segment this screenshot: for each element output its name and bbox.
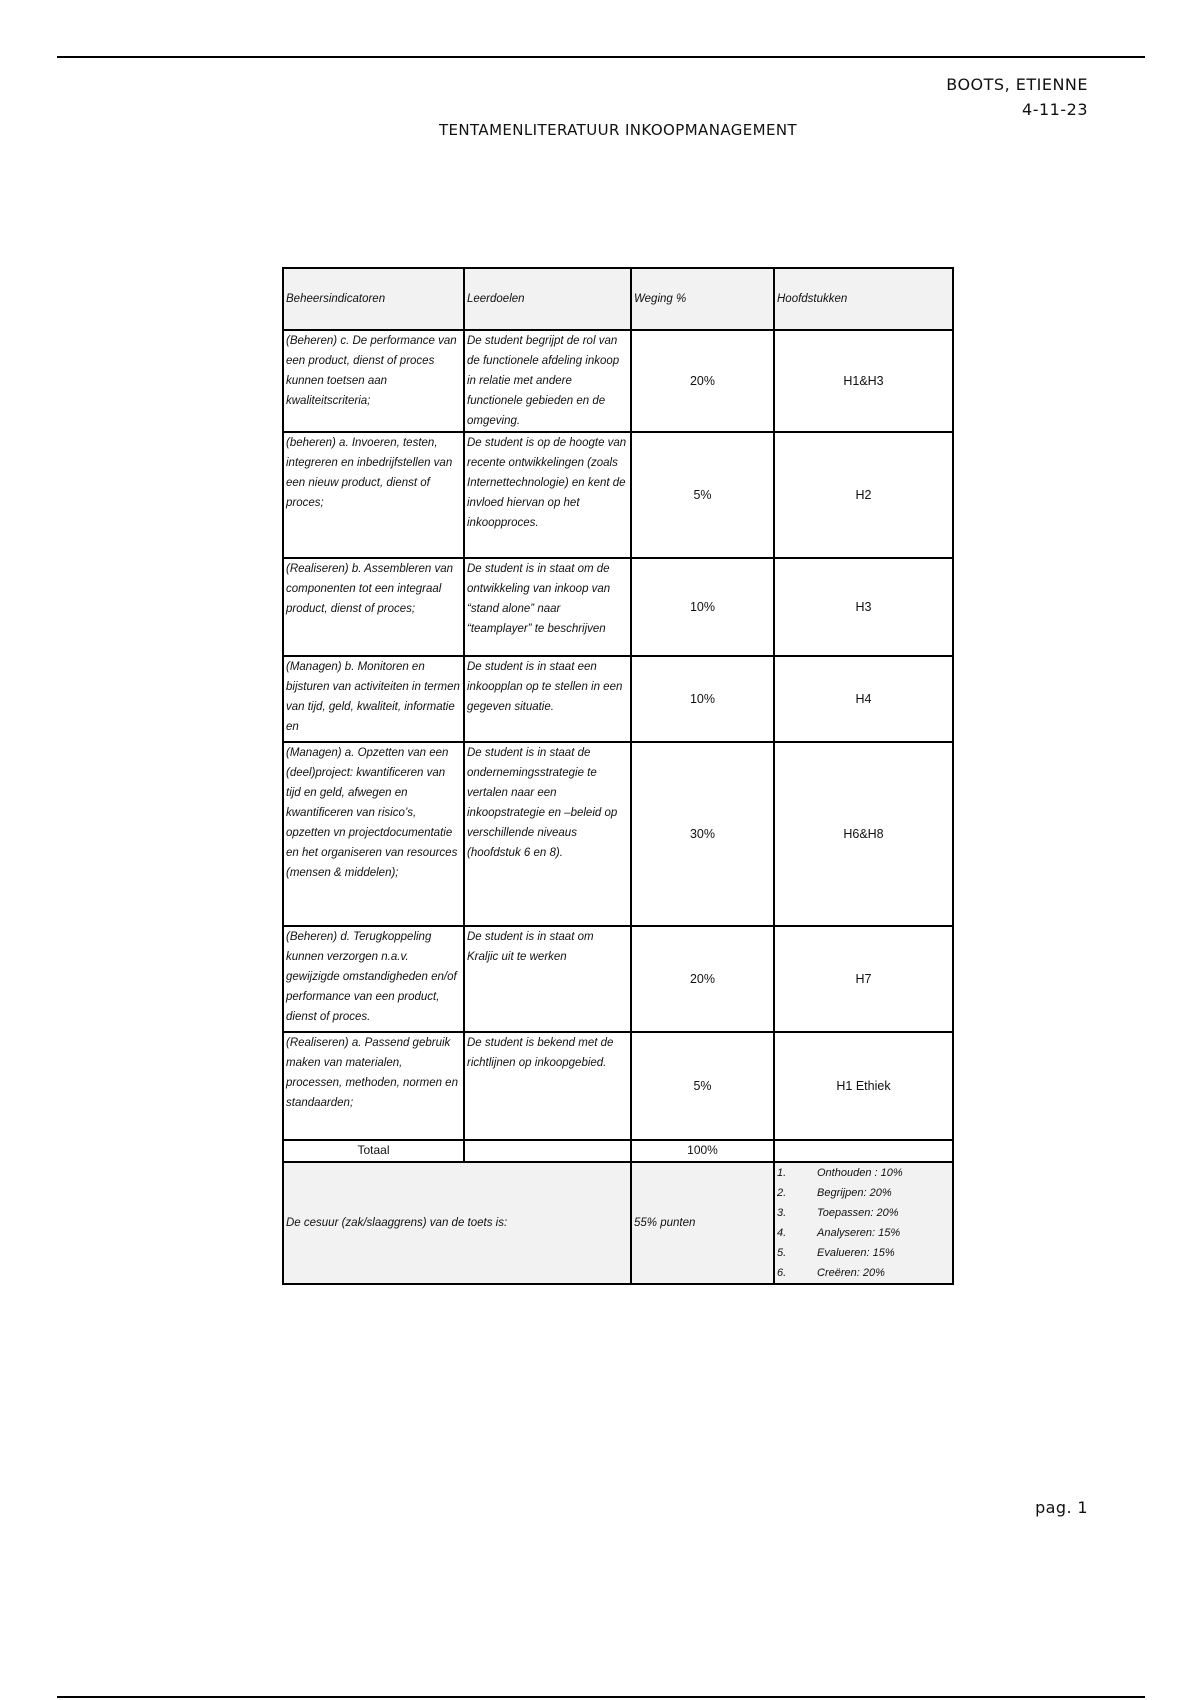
- level-label: Analyseren: 15%: [817, 1227, 901, 1239]
- levels-list: [777, 1163, 950, 1283]
- level-number: 2.: [777, 1187, 787, 1199]
- column-header: Hoofdstukken: [774, 268, 953, 330]
- column-header: Beheersindicatoren: [283, 268, 464, 330]
- total-value: 100%: [631, 1140, 774, 1162]
- goal-cell: De student is bekend met de richtlijnen op inkoopgebied.: [464, 1032, 631, 1140]
- document-date: 4-11-23: [1022, 100, 1088, 119]
- indicator-text: (Managen) b. Monitoren en bijsturen van activiteiten in termen van tijd, geld, kwaliteit, informatie en: [286, 661, 460, 733]
- total-row: [283, 1140, 953, 1162]
- cesuur-value: 55% punten: [631, 1162, 774, 1284]
- goal-cell: De student is in staat een inkoopplan op te stellen in een gegeven situatie.: [464, 656, 631, 742]
- bottom-rule: [57, 1696, 1145, 1698]
- author-name: BOOTS, ETIENNE: [946, 75, 1088, 94]
- level-label: Creëren: 20%: [817, 1267, 885, 1279]
- chapters-cell: H7: [774, 926, 953, 1032]
- list-item: [777, 1263, 950, 1283]
- level-label: Evalueren: 15%: [817, 1247, 895, 1259]
- indicator-cell: [283, 656, 464, 742]
- indicator-cell: (Beheren) c. De performance van een product, dienst of proces kunnen toetsen aan kwaliteitscriteria;: [283, 330, 464, 432]
- header-meta: [946, 72, 1088, 122]
- total-empty-cell: [464, 1140, 631, 1162]
- goal-cell: De student is op de hoogte van recente ontwikkelingen (zoals Internettechnologie) en kent de invloed hiervan op het inkoopproces.: [464, 432, 631, 558]
- list-item: [777, 1243, 950, 1263]
- level-label: Begrijpen: 20%: [817, 1187, 892, 1199]
- chapters-cell: H2: [774, 432, 953, 558]
- level-number: 6.: [777, 1267, 787, 1279]
- chapters-cell: H1 Ethiek: [774, 1032, 953, 1140]
- list-item: [777, 1223, 950, 1243]
- weight-cell: 5%: [631, 432, 774, 558]
- table-row: [283, 742, 953, 926]
- column-header: Leerdoelen: [464, 268, 631, 330]
- chapters-cell: H3: [774, 558, 953, 656]
- weight-cell: 10%: [631, 656, 774, 742]
- table-row: [283, 432, 953, 558]
- top-rule: [57, 56, 1145, 58]
- table-row: [283, 558, 953, 656]
- goal-cell: De student is in staat om Kraljic uit te werken: [464, 926, 631, 1032]
- cesuur-row: [283, 1162, 953, 1284]
- indicator-cell: (Beheren) d. Terugkoppeling kunnen verzorgen n.a.v. gewijzigde omstandigheden en/of performance van een product, dienst of proces.: [283, 926, 464, 1032]
- levels-cell: [774, 1162, 953, 1284]
- list-item: [777, 1183, 950, 1203]
- goal-cell: De student is in staat om de ontwikkeling van inkoop van “stand alone” naar “teamplayer” te beschrijven: [464, 558, 631, 656]
- goal-cell: De student is in staat de ondernemingsstrategie te vertalen naar een inkoopstrategie en –beleid op verschillende niveaus (hoofdstuk 6 en 8).: [464, 742, 631, 926]
- list-item: [777, 1203, 950, 1223]
- weight-cell: 20%: [631, 926, 774, 1032]
- level-number: 5.: [777, 1247, 787, 1259]
- chapters-cell: H6&H8: [774, 742, 953, 926]
- indicator-cell: (Realiseren) b. Assembleren van componenten tot een integraal product, dienst of proces;: [283, 558, 464, 656]
- table-header-row: [283, 268, 953, 330]
- indicator-cell: (Realiseren) a. Passend gebruik maken van materialen, processen, methoden, normen en standaarden;: [283, 1032, 464, 1140]
- table-row: [283, 656, 953, 742]
- level-label: Onthouden : 10%: [817, 1167, 903, 1179]
- level-number: 1.: [777, 1167, 787, 1179]
- level-number: 3.: [777, 1207, 787, 1219]
- table-row: [283, 330, 953, 432]
- weight-cell: 30%: [631, 742, 774, 926]
- cesuur-label: De cesuur (zak/slaaggrens) van de toets is:: [283, 1162, 631, 1284]
- weight-cell: 10%: [631, 558, 774, 656]
- total-label: Totaal: [283, 1140, 464, 1162]
- weight-cell: 20%: [631, 330, 774, 432]
- level-number: 4.: [777, 1227, 787, 1239]
- level-label: Toepassen: 20%: [817, 1207, 899, 1219]
- literature-table: [282, 267, 954, 1285]
- indicator-cell: (Managen) a. Opzetten van een (deel)project: kwantificeren van tijd en geld, afwegen en kwantificeren van risico’s, opzetten vn projectdocumentatie en het organiseren van resources (mensen & middelen);: [283, 742, 464, 926]
- total-empty-cell: [774, 1140, 953, 1162]
- page-title: TENTAMENLITERATUUR INKOOPMANAGEMENT: [438, 121, 798, 139]
- weight-cell: 5%: [631, 1032, 774, 1140]
- indicator-cell: (beheren) a. Invoeren, testen, integreren en inbedrijfstellen van een nieuw product, dienst of proces;: [283, 432, 464, 558]
- table-row: [283, 1032, 953, 1140]
- list-item: [777, 1163, 950, 1183]
- page-number: pag. 1: [1035, 1498, 1088, 1517]
- chapters-cell: H4: [774, 656, 953, 742]
- goal-cell: De student begrijpt de rol van de functionele afdeling inkoop in relatie met andere functionele gebieden en de omgeving.: [464, 330, 631, 432]
- chapters-cell: H1&H3: [774, 330, 953, 432]
- column-header: Weging %: [631, 268, 774, 330]
- table-row: [283, 926, 953, 1032]
